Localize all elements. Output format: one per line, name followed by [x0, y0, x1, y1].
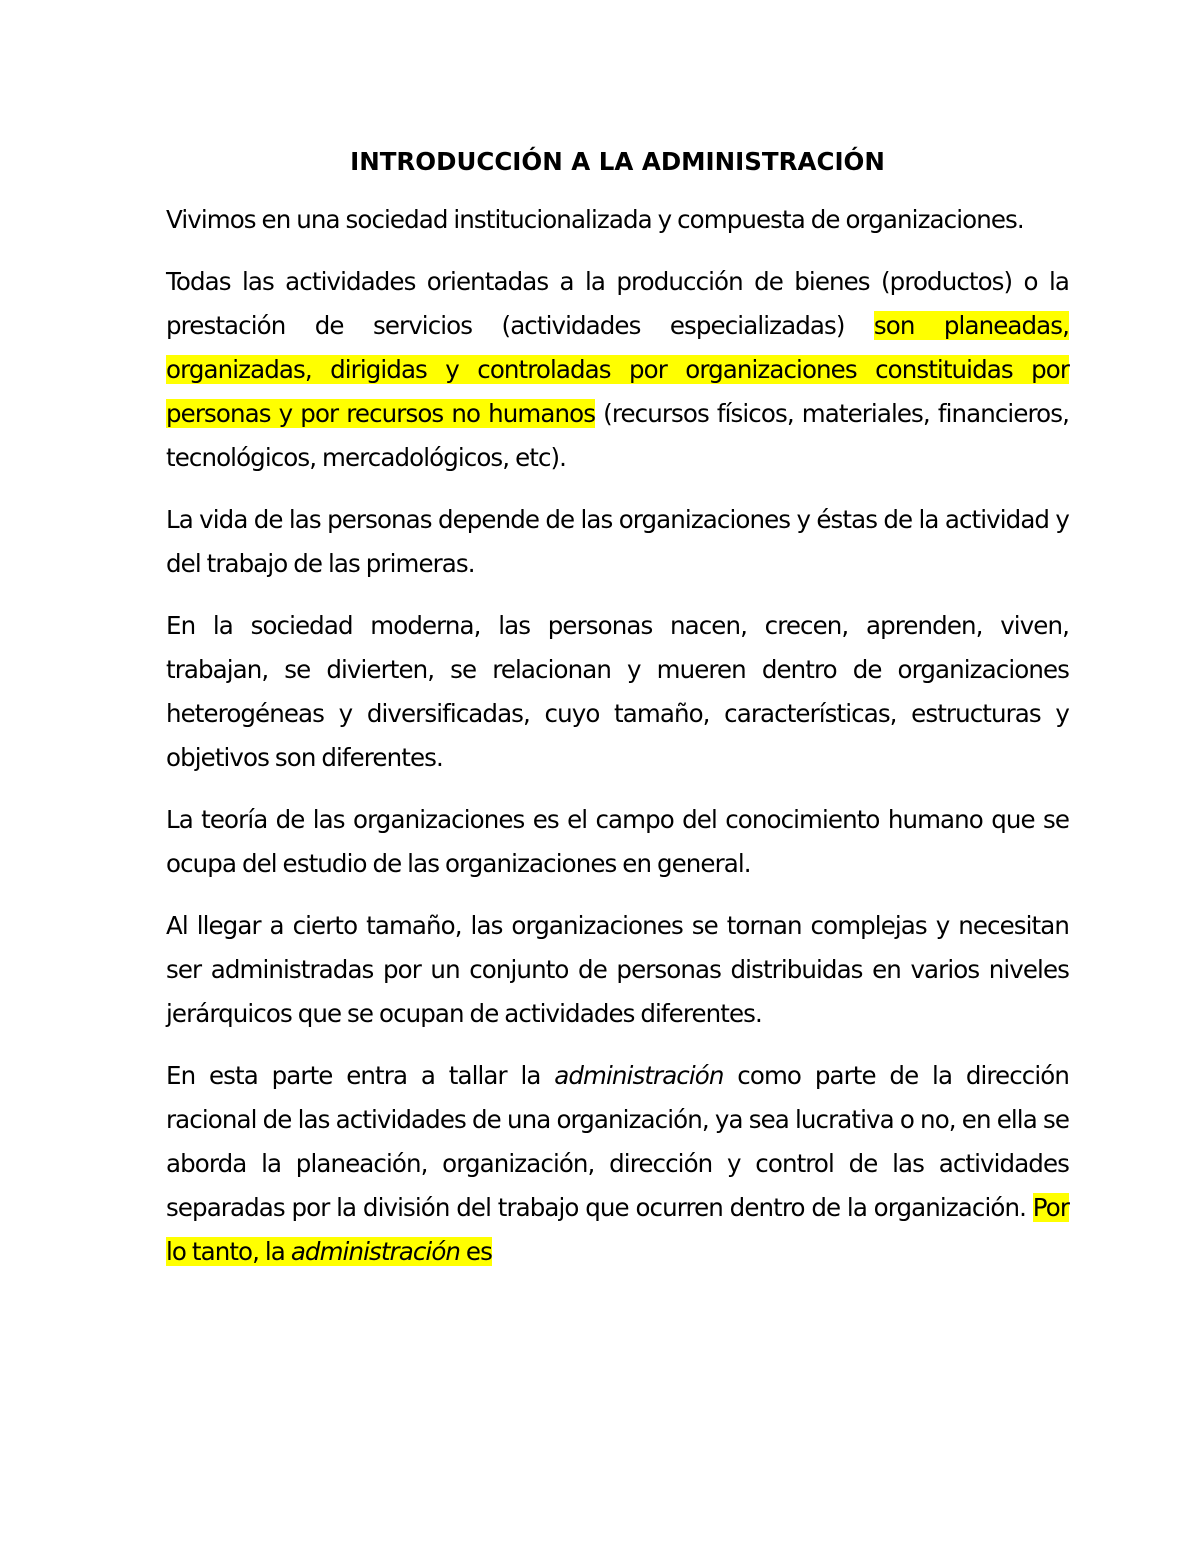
paragraph-1 [166, 198, 1069, 242]
document-body [166, 140, 1069, 1292]
paragraph-7-text-middle: como parte de la dirección racional de las actividades de una organización, ya sea lucrativa o no, en ella se aborda la planeación, organización, dirección y control de las actividades separadas por la división del trabajo que ocurren dentro de la organización. [166, 1061, 1069, 1222]
paragraph-1-text: Vivimos en una sociedad institucionalizada y compuesta de organizaciones. [166, 205, 1024, 234]
paragraph-2 [166, 260, 1069, 480]
paragraph-7-highlight-italic-term: administración [290, 1237, 461, 1266]
paragraph-5-text: La teoría de las organizaciones es el campo del conocimiento humano que se ocupa del estudio de las organizaciones en general. [166, 805, 1069, 878]
paragraph-2-highlight: son planeadas, organizadas, dirigidas y controladas por organizaciones constituidas por personas y por recursos no humanos [166, 311, 1070, 428]
paragraph-3 [166, 498, 1069, 586]
paragraph-7-text-start: En esta parte entra a tallar la [166, 1061, 555, 1090]
paragraph-4-text: En la sociedad moderna, las personas nacen, crecen, aprenden, viven, trabajan, se divierten, se relacionan y mueren dentro de organizaciones heterogéneas y diversificadas, cuyo tamaño, características, estructuras y objetivos son diferentes. [166, 611, 1069, 772]
paragraph-6 [166, 904, 1069, 1036]
paragraph-7-highlight-end: es [460, 1237, 492, 1266]
paragraph-2-text-start: Todas las actividades orientadas a la producción de bienes (productos) o la prestación de servicios (actividades especializadas) [166, 267, 1069, 340]
paragraph-2-text-end: (recursos físicos, materiales, financieros, tecnológicos, mercadológicos, etc). [166, 399, 1069, 472]
paragraph-3-text: La vida de las personas depende de las organizaciones y éstas de la actividad y del trabajo de las primeras. [166, 505, 1069, 578]
document-title: INTRODUCCIÓN A LA ADMINISTRACIÓN [350, 147, 885, 176]
paragraph-4 [166, 604, 1069, 780]
paragraph-7-italic-term: administración [554, 1061, 724, 1090]
paragraph-6-text: Al llegar a cierto tamaño, las organizaciones se tornan complejas y necesitan ser administradas por un conjunto de personas distribuidas en varios niveles jerárquicos que se ocupan de actividades diferentes. [166, 911, 1069, 1028]
paragraph-7 [166, 1054, 1069, 1274]
paragraph-7-highlight-start: Por lo tanto, la [166, 1193, 1069, 1266]
paragraph-5 [166, 798, 1069, 886]
